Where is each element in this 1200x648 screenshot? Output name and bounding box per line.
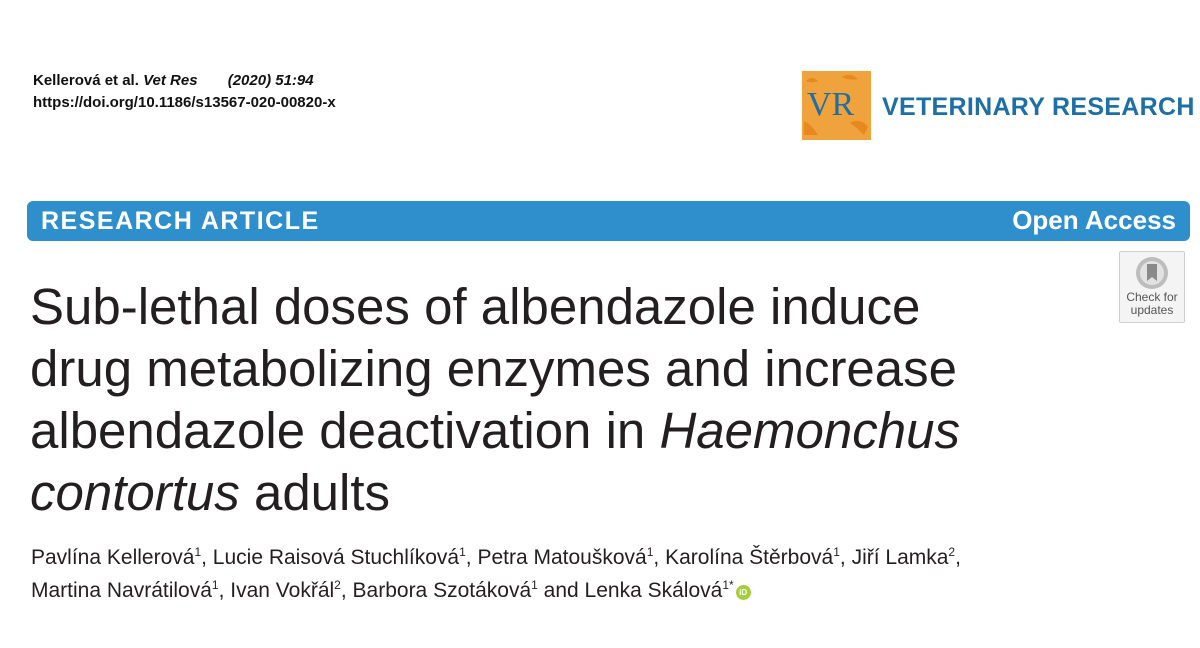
author-line	[31, 541, 1181, 574]
article-title	[30, 276, 1110, 524]
author-separator: ,	[218, 579, 231, 602]
author-affiliation: 1	[531, 578, 538, 592]
author-affiliation: 1	[194, 545, 202, 559]
author-separator: and	[537, 579, 585, 602]
author-affiliation: 2	[948, 545, 956, 559]
title-species-epithet: contortus	[30, 464, 240, 521]
article-type-banner	[27, 201, 1190, 241]
author-separator: ,	[955, 546, 961, 569]
author-list	[31, 541, 1181, 607]
title-line: drug metabolizing enzymes and increase	[30, 340, 958, 397]
author-name[interactable]: Petra Matoušková$^1$	[477, 545, 654, 569]
citation-line	[33, 70, 336, 92]
author-name[interactable]: Barbora Szotáková$^1$	[352, 578, 538, 602]
author-separator: ,	[340, 579, 353, 602]
title-line: Sub-lethal doses of albendazole induce	[30, 278, 921, 335]
citation-year-volume: (2020) 51:94	[227, 72, 314, 89]
doi-link[interactable]: https://doi.org/10.1186/s13567-020-00820-x	[33, 94, 336, 111]
check-for-updates-button[interactable]	[1119, 251, 1185, 323]
author-name[interactable]: Jiří Lamka$^2$	[851, 545, 956, 569]
author-separator: ,	[653, 546, 666, 569]
journal-logo	[802, 71, 1195, 141]
author-affiliation: 1	[211, 578, 219, 592]
author-affiliation: 1	[833, 545, 840, 559]
citation-authors: Kellerová et al.	[33, 72, 139, 89]
open-access-label: Open Access	[1012, 205, 1176, 235]
bookmark-icon	[1135, 256, 1169, 290]
title-species-genus: Haemonchus	[659, 402, 960, 459]
author-line	[31, 574, 1181, 607]
author-affiliation: 2	[334, 578, 341, 592]
vr-logo-icon	[802, 71, 871, 140]
title-line	[30, 462, 1110, 524]
author-name[interactable]: Martina Navrátilová$^1$	[31, 578, 219, 602]
citation-journal: Vet Res	[143, 72, 198, 89]
author-name[interactable]: Lucie Raisová Stuchlíková$^1$	[212, 545, 466, 569]
author-separator: ,	[465, 546, 478, 569]
author-name[interactable]: Lenka Skálová$^{1*}$	[584, 578, 734, 602]
citation-block	[33, 70, 336, 114]
author-name[interactable]: Pavlína Kellerová$^1$	[31, 545, 202, 569]
author-affiliation: 1	[459, 545, 466, 559]
author-separator: ,	[201, 546, 213, 569]
author-name[interactable]: Ivan Vokřál$^2$	[230, 578, 341, 602]
article-type-label: RESEARCH ARTICLE	[41, 207, 320, 235]
title-text: albendazole deactivation in	[30, 402, 660, 459]
orcid-icon[interactable]: iD	[736, 585, 751, 600]
title-text: adults	[239, 464, 391, 521]
title-line	[30, 400, 1110, 462]
updates-label: updates	[1130, 303, 1174, 317]
author-name[interactable]: Karolína Štěrbová$^1$	[665, 545, 840, 569]
check-for-label: Check for	[1126, 290, 1178, 304]
author-affiliation: 1*	[722, 578, 734, 592]
author-affiliation: 1	[646, 545, 654, 559]
author-separator: ,	[839, 546, 852, 569]
vr-logo-text: VR	[807, 86, 855, 123]
journal-name: VETERINARY RESEARCH	[882, 93, 1195, 121]
